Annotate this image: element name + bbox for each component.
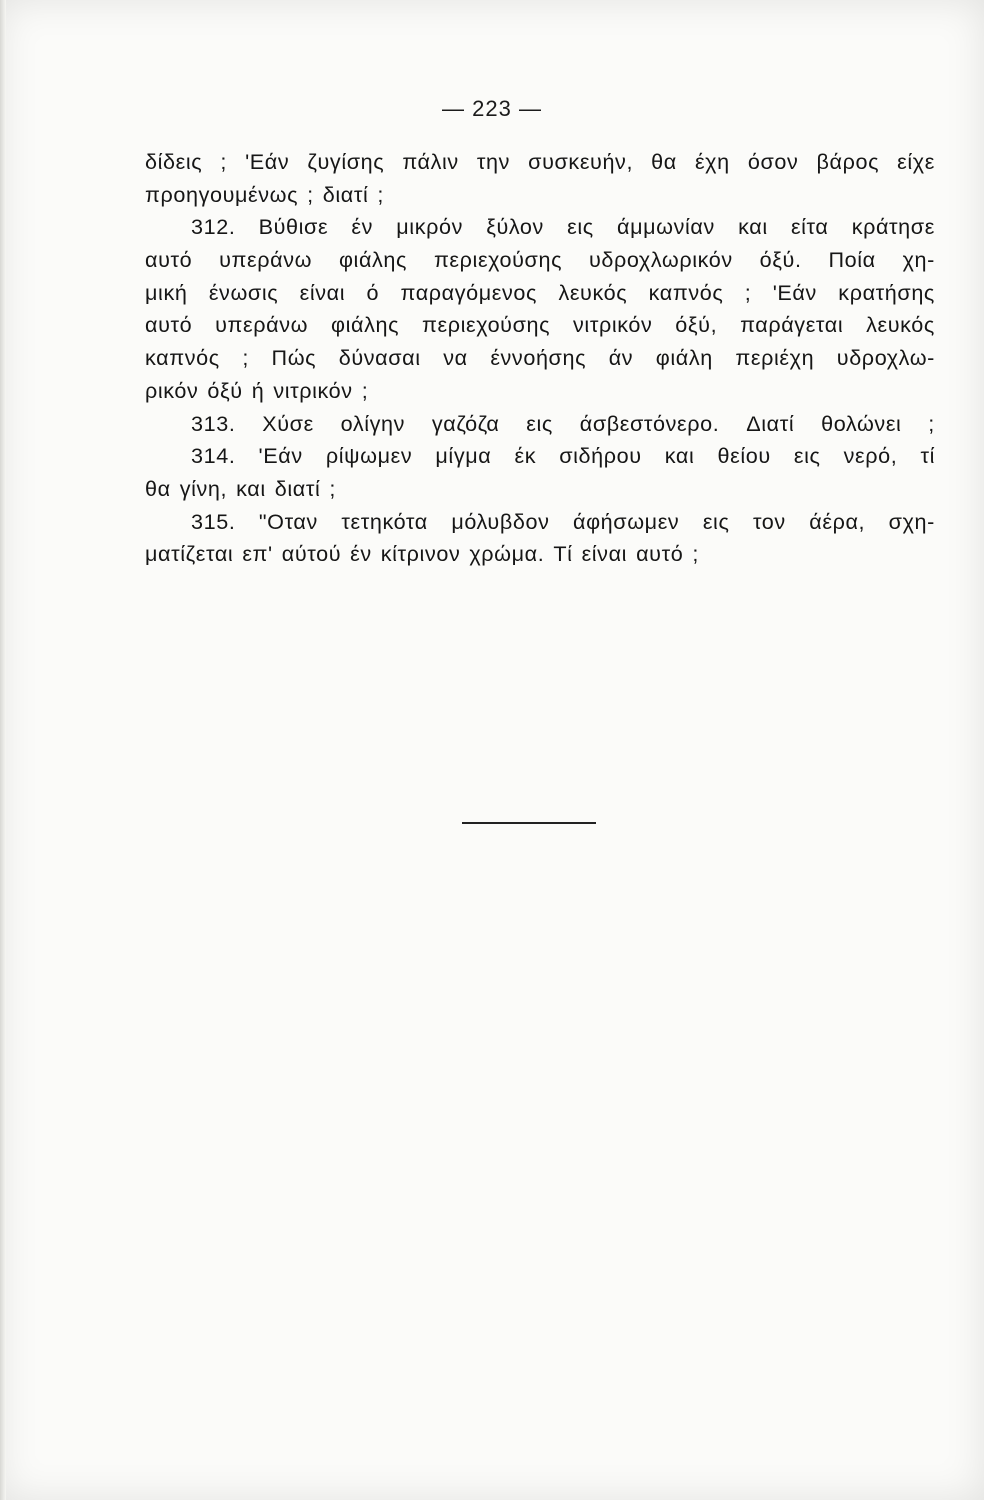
word: να	[443, 345, 468, 371]
word: υπεράνω	[215, 312, 309, 338]
word: έκ	[514, 443, 537, 469]
word: υδροχλωρικόν	[588, 247, 733, 273]
word: 315.	[191, 508, 236, 534]
text-line	[145, 277, 935, 310]
word: την	[476, 149, 511, 174]
word: κρατήσης	[838, 279, 935, 305]
word: ρικόν	[145, 377, 199, 403]
word: γαζόζα	[431, 410, 500, 436]
text-line	[145, 244, 935, 277]
word: έν	[350, 541, 372, 567]
text-line	[145, 473, 935, 506]
word: είτα	[790, 214, 829, 240]
word: τί	[920, 443, 935, 469]
word: είχε	[897, 149, 935, 174]
word: 'Εάν	[245, 149, 290, 174]
word: μική	[145, 279, 188, 305]
word: "Οταν	[258, 508, 318, 534]
word: ;	[361, 377, 369, 403]
word: Τί	[553, 541, 573, 567]
word: βάρος	[816, 149, 880, 174]
word: Διατί	[746, 410, 795, 436]
word: άμμωνίαν	[617, 214, 715, 240]
word: άέρα,	[809, 508, 866, 534]
word: επ'	[242, 541, 273, 567]
word: εις	[702, 508, 730, 534]
page-number: — 223 —	[442, 96, 542, 121]
word: αύτού	[281, 541, 342, 567]
word: περιεχούσης	[421, 312, 551, 338]
word: και	[664, 443, 695, 469]
word: 'Εάν	[258, 443, 303, 469]
word: λευκός	[866, 312, 935, 338]
word: είναι	[299, 279, 346, 305]
word: 313.	[191, 410, 236, 436]
text-line	[145, 408, 935, 441]
word: νιτρικόν	[573, 312, 653, 338]
word: χη-	[902, 247, 935, 273]
word: ;	[692, 541, 699, 567]
word: χρώμα.	[469, 541, 545, 567]
text-line	[145, 342, 935, 375]
word: παράγεται	[740, 312, 844, 338]
word: θολώνει	[821, 410, 902, 436]
word: συσκευήν,	[528, 149, 634, 174]
word: ένωσις	[208, 279, 279, 305]
text-line	[145, 440, 935, 473]
word: ξύλον	[486, 214, 544, 240]
page-edge	[0, 0, 6, 1500]
word: μόλυβδον	[451, 508, 550, 534]
text-line	[145, 179, 935, 212]
word: ζυγίσης	[307, 149, 385, 174]
word: όξύ	[207, 377, 243, 403]
word: ;	[307, 181, 314, 207]
word: αυτό	[145, 312, 193, 338]
word: τον	[752, 508, 786, 534]
word: άσβεστόνερο.	[579, 410, 720, 436]
word: Πώς	[271, 345, 317, 371]
word: υπεράνω	[219, 247, 313, 273]
word: Χύσε	[262, 410, 314, 436]
text-line	[145, 375, 935, 408]
word: τετηκότα	[341, 508, 428, 534]
word: καπνός	[145, 345, 220, 371]
word: εις	[567, 214, 594, 240]
word: λευκός	[558, 279, 628, 305]
word: θα	[145, 475, 171, 501]
word: δύνασαι	[338, 345, 421, 371]
text-line	[145, 211, 935, 244]
word: θα	[651, 149, 677, 174]
word: διατί	[274, 475, 321, 501]
word: διατί	[322, 181, 369, 207]
word: δίδεις	[145, 149, 203, 174]
word: 312.	[191, 214, 236, 240]
word: ή	[251, 377, 265, 403]
word: άφήσωμεν	[572, 508, 680, 534]
word: ;	[744, 279, 752, 305]
word: εις	[793, 443, 821, 469]
word: έν	[351, 214, 374, 240]
word: φιάλη	[655, 345, 713, 371]
word: αυτό	[145, 247, 193, 273]
word: ;	[377, 181, 385, 207]
word: ;	[242, 345, 249, 371]
word: αυτό	[636, 541, 684, 567]
word: περιέχη	[735, 345, 815, 371]
word: ρίψωμεν	[325, 443, 413, 469]
word: ;	[329, 475, 336, 501]
word: νιτρικόν	[273, 377, 353, 403]
word: μίγμα	[435, 443, 492, 469]
text-line	[145, 146, 935, 179]
word: 'Εάν	[772, 279, 817, 305]
word: όσον	[747, 149, 799, 174]
word: ;	[928, 410, 935, 436]
word: κράτησε	[851, 214, 935, 240]
word: παραγόμενος	[400, 279, 538, 305]
word: άν	[608, 345, 634, 371]
word: προηγουμένως	[145, 181, 299, 207]
word: σιδήρου	[559, 443, 642, 469]
word: ματίζεται	[145, 541, 234, 567]
word: και	[738, 214, 768, 240]
word: είναι	[581, 541, 628, 567]
word: καπνός	[648, 279, 724, 305]
word: ;	[220, 149, 227, 174]
word: μικρόν	[396, 214, 463, 240]
body-text	[145, 146, 935, 571]
word: φιάλης	[338, 247, 408, 273]
word: έχη	[694, 149, 730, 174]
text-line	[145, 506, 935, 539]
word: κίτρινον	[380, 541, 461, 567]
text-line	[145, 309, 935, 342]
word: πάλιν	[402, 149, 459, 174]
word: όξύ.	[759, 247, 802, 273]
text-line	[145, 538, 935, 571]
word: γίνη,	[179, 475, 228, 501]
word: υδροχλω-	[836, 345, 935, 371]
word: Ποία	[828, 247, 876, 273]
word: ολίγην	[340, 410, 406, 436]
word: εις	[526, 410, 553, 436]
word: ό	[366, 279, 380, 305]
word: περιεχούσης	[433, 247, 563, 273]
end-rule	[462, 822, 596, 824]
word: νερό,	[843, 443, 898, 469]
word: θείου	[717, 443, 771, 469]
word: 314.	[191, 443, 236, 469]
word: σχη-	[888, 508, 935, 534]
word: φιάλης	[330, 312, 400, 338]
word: και	[236, 475, 266, 501]
word: Βύθισε	[258, 214, 329, 240]
word: έννοήσης	[490, 345, 587, 371]
word: όξύ,	[675, 312, 718, 338]
